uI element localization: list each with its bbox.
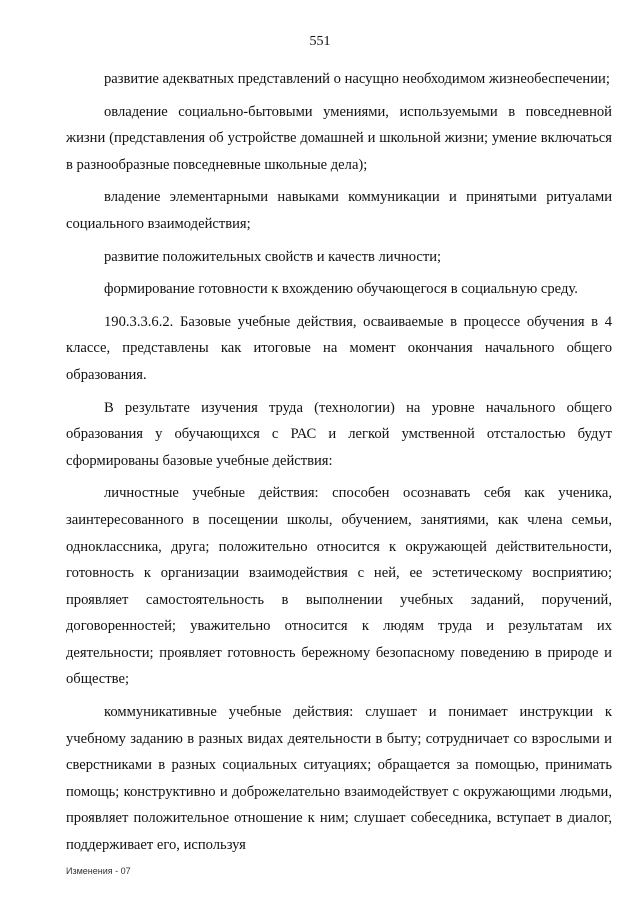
- document-body: [66, 66, 612, 859]
- paragraph-8: личностные учебные действия: способен осознавать себя как ученика, заинтересованного в посещении школы, обучением, занятиями, как члена семьи, одноклассника, друга; положительно относится к окружающей действительности, готовность к организации взаимодействия с ней, ее эстетическому восприятию; проявляет самостоятельность в выполнении учебных заданий, поручений, договоренностей; уважительно относится к людям труда и результатам их деятельности; проявляет готовность бережному безопасному поведению в природе и обществе;: [66, 485, 612, 688]
- paragraph-1: развитие адекватных представлений о насущно необходимом жизнеобеспечении;: [104, 71, 610, 87]
- paragraph-6: 190.3.3.6.2. Базовые учебные действия, осваиваемые в процессе обучения в 4 классе, представлены как итоговые на момент окончания начального общего образования.: [66, 313, 612, 383]
- paragraph-5: формирование готовности к вхождению обучающегося в социальную среду.: [104, 281, 578, 298]
- page-number: 551: [309, 34, 331, 49]
- footer-note: Изменения - 07: [66, 866, 131, 876]
- paragraph-9: коммуникативные учебные действия: слушает и понимает инструкции к учебному заданию в разных видах деятельности в быту; сотрудничает со взрослыми и сверстниками в разных социальных ситуациях; обращается за помощью, принимать помощь; конструктивно и доброжелательно взаимодействует с окружающими людьми, проявляет положительное отношение к ним; слушает собеседника, вступает в диалог, поддерживает его, используя: [66, 704, 612, 854]
- paragraph-4: развитие положительных свойств и качеств личности;: [104, 248, 442, 265]
- paragraph-2: овладение социально-бытовыми умениями, используемыми в повседневной жизни (представления об устройстве домашней и школьной жизни; умение включаться в разнообразные повседневные школьные дела);: [66, 103, 612, 173]
- paragraph-3: владение элементарными навыками коммуникации и принятыми ритуалами социального взаимодействия;: [66, 189, 612, 232]
- paragraph-7: В результате изучения труда (технологии) на уровне начального общего образования у обучающихся с РАС и легкой умственной отсталостью будут сформированы базовые учебные действия:: [66, 399, 612, 469]
